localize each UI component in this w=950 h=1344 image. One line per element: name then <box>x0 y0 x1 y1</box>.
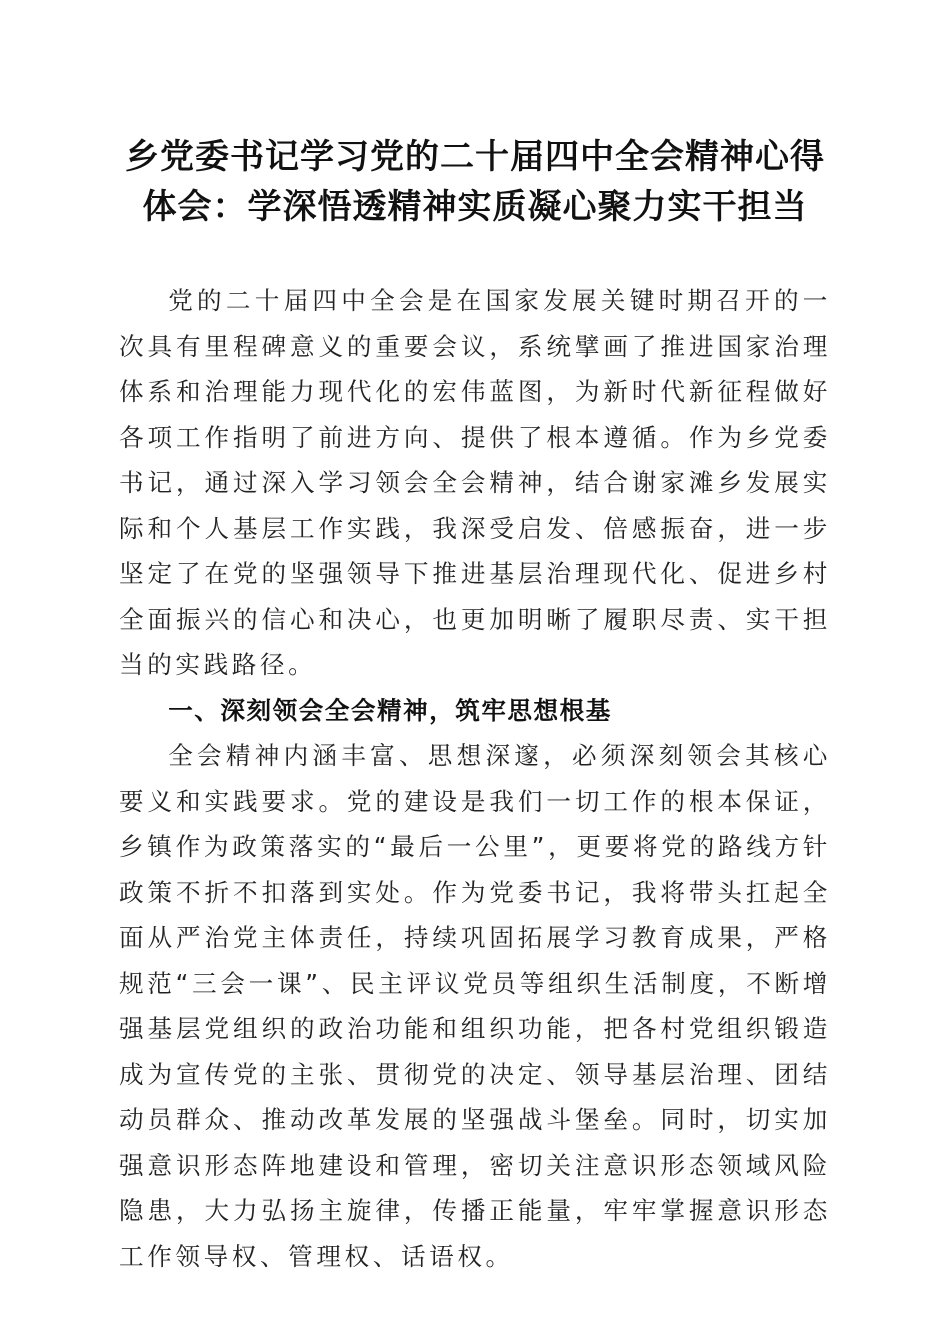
section-1-paragraph: 全会精神内涵丰富、思想深邃，必须深刻领会其核心要义和实践要求。党的建设是我们一切工作的根本保证，乡镇作为政策落实的“最后一公里”，更要将党的路线方针政策不折不扣落到实处。作为党委书记，我将带头扛起全面从严治党主体责任，持续巩固拓展学习教育成果，严格规范“三会一课”、民主评议党员等组织生活制度，不断增强基层党组织的政治功能和组织功能，把各村党组织锻造成为宣传党的主张、贯彻党的决定、领导基层治理、团结动员群众、推动改革发展的坚强战斗堡垒。同时，切实加强意识形态阵地建设和管理，密切关注意识形态领域风险隐患，大力弘扬主旋律，传播正能量，牢牢掌握意识形态工作领导权、管理权、话语权。 <box>119 741 831 1271</box>
document-title <box>90 132 860 232</box>
document-body <box>119 278 831 1279</box>
section-1-heading: 一、深刻领会全会精神，筑牢思想根基 <box>168 695 612 725</box>
title-line-2: 体会：学深悟透精神实质凝心聚力实干担当 <box>142 187 808 227</box>
intro-paragraph: 党的二十届四中全会是在国家发展关键时期召开的一次具有里程碑意义的重要会议，系统擘画了推进国家治理体系和治理能力现代化的宏伟蓝图，为新时代新征程做好各项工作指明了前进方向、提供了根本遵循。作为乡党委书记，通过深入学习领会全会精神，结合谢家滩乡发展实际和个人基层工作实践，我深受启发、倍感振奋，进一步坚定了在党的坚强领导下推进基层治理现代化、促进乡村全面振兴的信心和决心，也更加明晰了履职尽责、实干担当的实践路径。 <box>119 286 831 679</box>
title-line-1: 乡党委书记学习党的二十届四中全会精神心得 <box>125 137 825 177</box>
